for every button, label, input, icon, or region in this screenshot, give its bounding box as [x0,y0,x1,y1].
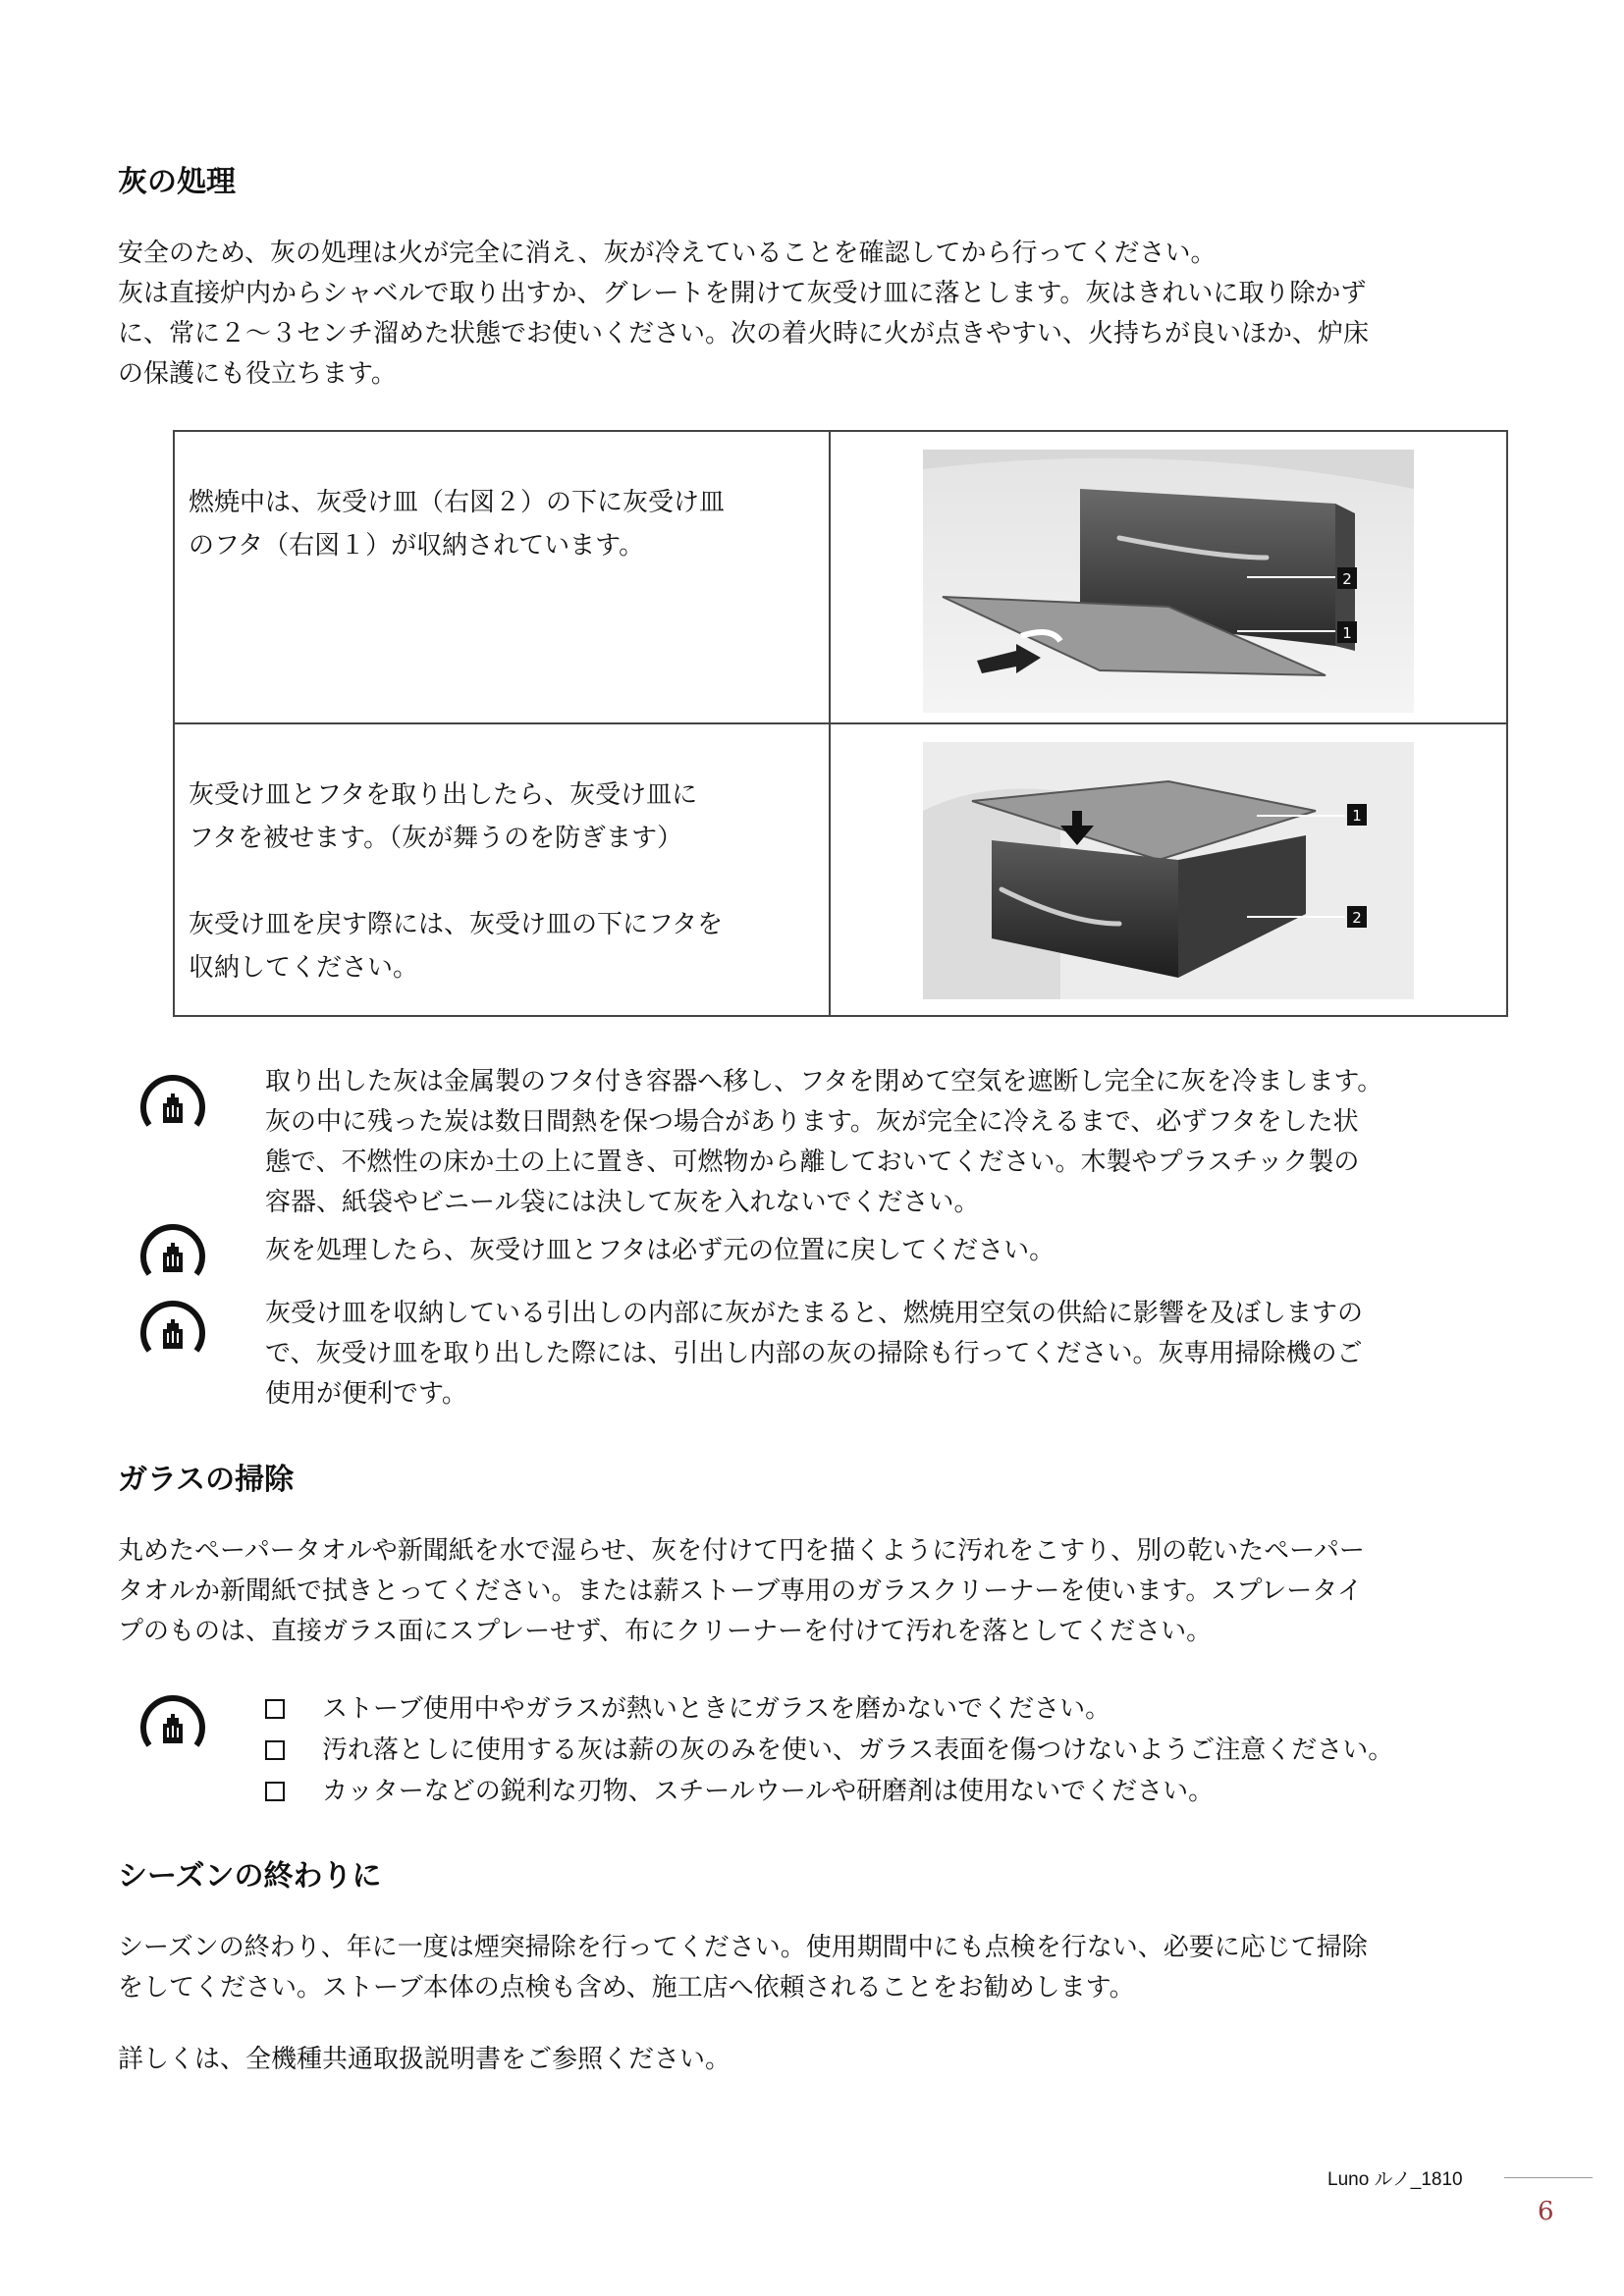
ash-tray-table [173,430,1508,1017]
list-item: カッターなどの鋭利な刃物、スチールウールや研磨剤は使用ないでください。 [265,1771,1522,1812]
checkbox-bullet-icon [265,1782,285,1801]
table-cell-text-2: 灰受け皿とフタを取り出したら、灰受け皿に フタを被せます。（灰が舞うのを防ぎます） 灰受け皿を戻す際には、灰受け皿の下にフタを 収納してください。 [174,723,830,1016]
season-paragraph-2: 詳しくは、全機種共通取扱説明書をご参照ください。 [118,2045,731,2074]
hot-surface-hand-icon [135,1068,210,1143]
section-title-season: シーズンの終わりに [118,1859,382,1894]
page-number: 6 [1538,2197,1554,2226]
hot-surface-hand-icon [135,1688,210,1763]
hot-surface-hand-icon [135,1217,210,1292]
section-title-ash: 灰の処理 [118,165,236,199]
warning-text-3: 灰受け皿を収納している引出しの内部に灰がたまると、燃焼用空気の供給に影響を及ぼしますの で、灰受け皿を取り出した際には、引出し内部の灰の掃除も行ってください。灰専用掃除機のご 使用が便利です。 [265,1299,1364,1409]
figure-label-2: 2 [1342,570,1352,588]
hot-surface-hand-icon [135,1294,210,1368]
figure-label-1: 1 [1342,624,1352,642]
ash-tray-lid-figure [923,742,1414,999]
list-item: 汚れ落としに使用する灰は薪の灰のみを使い、ガラス表面を傷つけないようご注意ください。 [265,1730,1522,1771]
table-cell-text-1: 燃焼中は、灰受け皿（右図２）の下に灰受け皿 のフタ（右図１）が収納されています。 [174,431,830,723]
footer-rule [1504,2177,1593,2178]
warning-text-2: 灰を処理したら、灰受け皿とフタは必ず元の位置に戻してください。 [265,1236,1056,1265]
ash-tray-stored-figure [923,450,1414,713]
warning-text-1: 取り出した灰は金属製のフタ付き容器へ移し、フタを閉めて空気を遮断し完全に灰を冷まします。 灰の中に残った炭は数日間熱を保つ場合があります。灰が完全に冷えるまで、必ずフタをした状 態で、不燃性の床か土の上に置き、可燃物から離しておいてください。木製やプラスチック製の 容器、紙袋やビニール袋には決して灰を入れないでください。 [265,1067,1383,1217]
table-cell-figure-1 [830,431,1507,723]
section-title-glass: ガラスの掃除 [118,1463,295,1497]
checkbox-bullet-icon [265,1699,285,1719]
list-item: ストーブ使用中やガラスが熱いときにガラスを磨かないでください。 [265,1688,1522,1730]
figure-label-1: 1 [1352,807,1362,825]
table-cell-figure-2 [830,723,1507,1016]
glass-caution-list [265,1688,1522,1812]
ash-paragraph: 安全のため、灰の処理は火が完全に消え、灰が冷えていることを確認してから行ってください。 灰は直接炉内からシャベルで取り出すか、グレートを開けて灰受け皿に落とします。灰はきれいに取り除かず に、常に２～３センチ溜めた状態でお使いください。次の着火時に火が点きやすい、火持ちが良いほか、炉床 の保護にも役立ちます。 [118,239,1370,389]
checkbox-bullet-icon [265,1740,285,1760]
season-paragraph: シーズンの終わり、年に一度は煙突掃除を行ってください。使用期間中にも点検を行ない、必要に応じて掃除 をしてください。ストーブ本体の点検も含め、施工店へ依頼されることをお勧めします。 [118,1933,1368,2002]
glass-paragraph: 丸めたペーパータオルや新聞紙を水で湿らせ、灰を付けて円を描くように汚れをこすり、別の乾いたペーパー タオルか新聞紙で拭きとってください。または薪ストーブ専用のガラスクリーナーを使います。スプレータイ プのものは、直接ガラス面にスプレーせず、布にクリーナーを付けて汚れを落としてください。 [118,1536,1365,1646]
figure-label-2: 2 [1352,909,1362,927]
footer-model: Luno ルノ_1810 [1327,2169,1463,2190]
